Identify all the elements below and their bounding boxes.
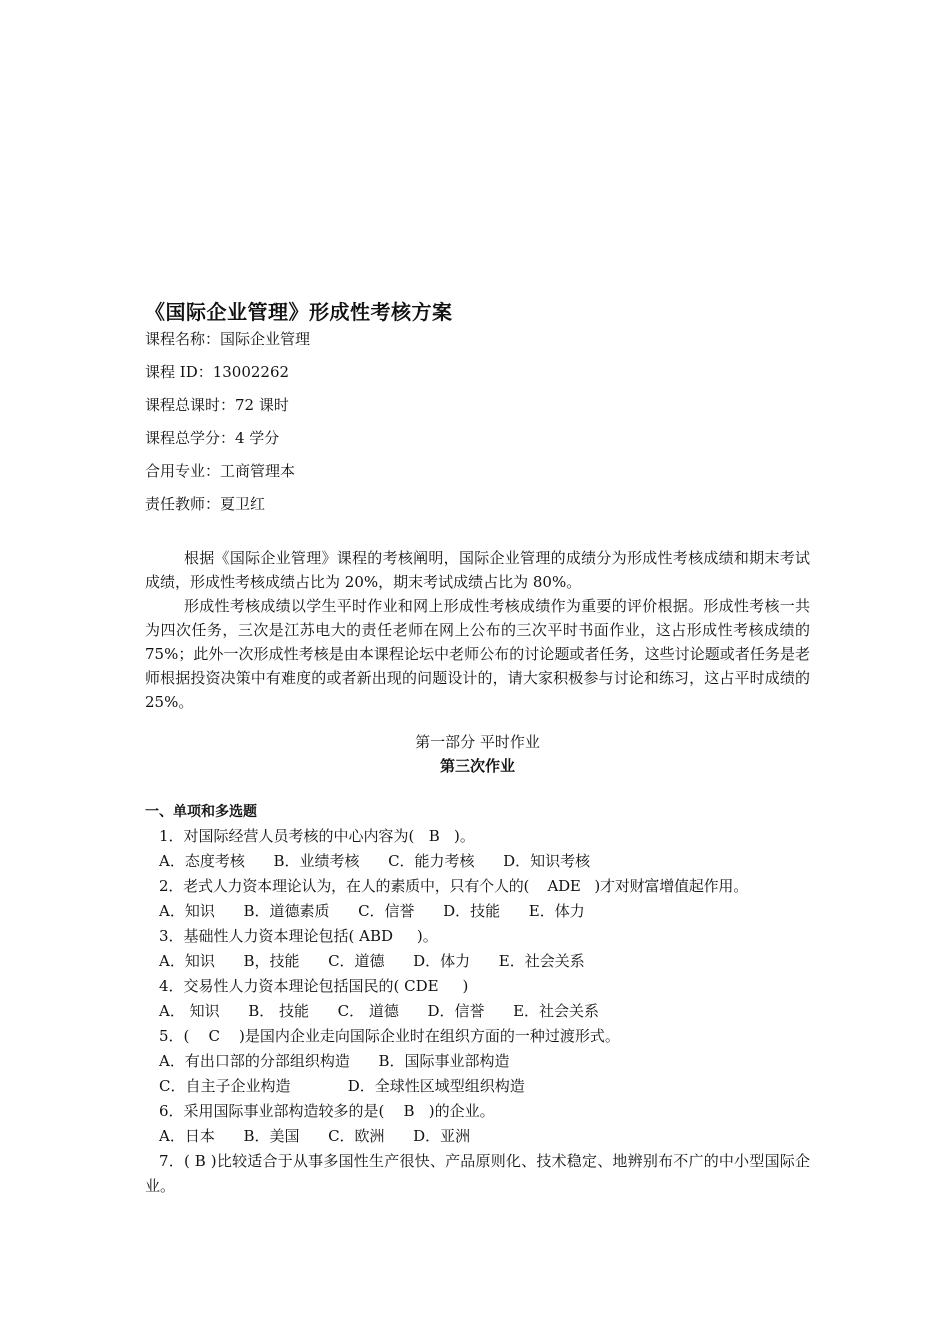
question-4-options: A． 知识 B． 技能 C． 道德 D．信誉 E．社会关系 <box>159 1002 600 1020</box>
info-total-credits: 课程总学分：4 学分 <box>145 429 280 447</box>
question-5-options-cd: C．自主子企业构造 D．全球性区域型组织构造 <box>159 1077 525 1095</box>
question-6: 6．采用国际事业部构造较多的是( B )的企业。 <box>159 1102 495 1120</box>
info-total-hours: 课程总课时：72 课时 <box>145 396 289 414</box>
info-course-name: 课程名称：国际企业管理 <box>145 330 311 348</box>
info-teacher: 责任教师：夏卫红 <box>145 495 266 513</box>
document-content <box>145 296 810 1199</box>
spacer <box>145 714 810 730</box>
info-course-id: 课程 ID：13002262 <box>145 363 290 381</box>
spacer <box>145 526 810 546</box>
homework-heading: 第三次作业 <box>439 757 515 775</box>
part-heading: 第一部分 平时作业 <box>415 733 540 751</box>
section-heading: 一、单项和多选题 <box>145 804 257 820</box>
question-6-options: A．日本 B．美国 C．欧洲 D．亚洲 <box>159 1127 471 1145</box>
info-major: 合用专业：工商管理本 <box>145 462 296 480</box>
question-3-options: A．知识 B，技能 C．道德 D．体力 E．社会关系 <box>159 952 585 970</box>
question-4: 4．交易性人力资本理论包括国民的( CDE ) <box>159 977 469 995</box>
question-5: 5．( C )是国内企业走向国际企业时在组织方面的一种过渡形式。 <box>159 1027 620 1045</box>
paragraph-assessment: 根据《国际企业管理》课程的考核阐明，国际企业管理的成绩分为形成性考核成绩和期末考试成绩，形成性考核成绩占比为 20%，期末考试成绩占比为 80%。 <box>145 549 810 591</box>
question-5-options-ab: A．有出口部的分部组织构造 B．国际事业部构造 <box>159 1052 510 1070</box>
question-1: 1．对国际经营人员考核的中心内容为( B )。 <box>159 827 475 845</box>
question-7: 7．( B )比较适合于从事多国性生产很快、产品原则化、技术稳定、地辨别布不广的中小型国际企业。 <box>145 1152 810 1195</box>
question-2: 2．老式人力资本理论认为，在人的素质中，只有个人的( ADE )才对财富增值起作用。 <box>159 877 749 895</box>
spacer <box>145 778 810 800</box>
paragraph-formative: 形成性考核成绩以学生平时作业和网上形成性考核成绩作为重要的评价根据。形成性考核一共为四次任务，三次是江苏电大的责任老师在网上公布的三次平时书面作业，这占形成性考核成绩的 75%；此外一次形成性考核是由本课程论坛中老师公布的讨论题或者任务，这些讨论题或者任务是老师根据投资决策中有难度的或者新出现的问题设计的，请大家积极参与讨论和练习，这占平时成绩的 25%。 <box>145 597 810 711</box>
question-1-options: A．态度考核 B．业绩考核 C．能力考核 D．知识考核 <box>159 852 591 870</box>
question-2-options: A．知识 B．道德素质 C．信誉 D．技能 E．体力 <box>159 902 585 920</box>
question-3: 3．基础性人力资本理论包括( ABD )。 <box>159 927 438 945</box>
document-title: 《国际企业管理》形成性考核方案 <box>145 300 453 324</box>
